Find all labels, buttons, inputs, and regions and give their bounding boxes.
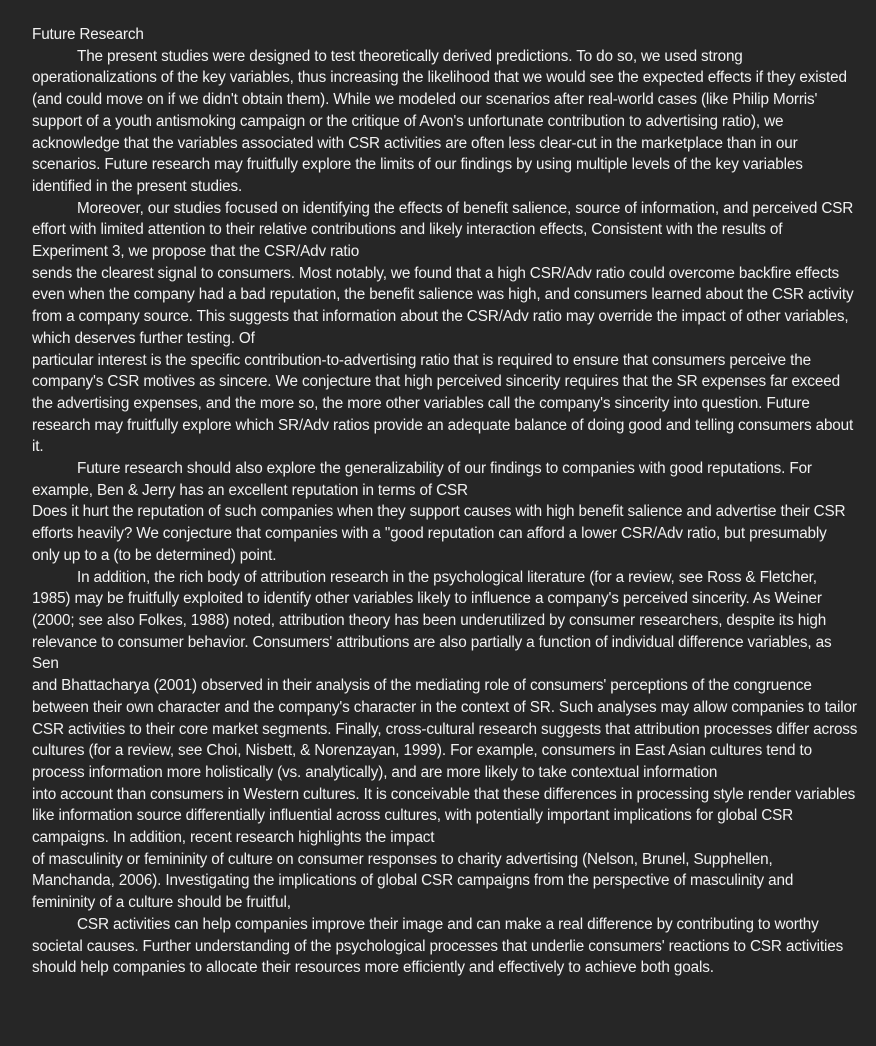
paragraph-conclusion: CSR activities can help companies improve their image and can make a real difference by contributing to worthy societal causes. Further understanding of the psychological processes that underlie consumers' reactions to CSR activities should help companies to allocate their resources more efficiently and effectively to achieve both goals.: [32, 915, 848, 977]
paragraph-good-reputation: Does it hurt the reputation of such companies when they support causes with high benefit salience and advertise their CSR efforts heavily? We conjecture that companies with a "good reputation can afford a lower CSR/Adv ratio, but presumably only up to a (to be determined) point.: [32, 503, 850, 564]
paragraph-attribution: In addition, the rich body of attribution research in the psychological literature (for a review, see Ross & Fletcher, 1985) may be fruitfully exploited to identify other variables likely to influence a company's perceived sincerity. As Weiner (2000; see also Folkes, 1988) noted, attribution theory has been underutilized by consumer researchers, despite its high relevance to consumer behavior. Consumers' attributions are also partially a function of individual difference variables, as Sen: [32, 568, 836, 673]
paragraph-sincerity-ratio: particular interest is the specific contribution-to-advertising ratio that is required to ensure that consumers perceive the company's CSR motives as sincere. We conjecture that high perceived sincerity requires that the SR expenses far exceed the advertising expenses, and the more so, the more other variables call the company's sincerity into question. Future research may fruitfully explore which SR/Adv ratios provide an adequate balance of doing good and telling consumers about it.: [32, 351, 858, 456]
paragraph-limitations: The present studies were designed to test theoretically derived predictions. To do so, we used strong operationalizations of the key variables, thus increasing the likelihood that we would see the expected effects if they existed (and could move on if we didn't obtain them). While we modeled our scenarios after real-world cases (like Philip Morris' support of a youth antismoking campaign or the critique of Avon's unfortunate contribution to advertising ratio), we acknowledge that the variables associated with CSR activities are often less clear-cut in the marketplace than in our scenarios. Future research may fruitfully explore the limits of our findings by using multiple levels of the key variables identified in the present studies.: [32, 47, 851, 195]
paragraph-csr-adv-signal: sends the clearest signal to consumers. Most notably, we found that a high CSR/Adv ratio could overcome backfire effects even when the company had a bad reputation, the benefit salience was high, and consumers learned about the CSR activity from a company source. This suggests that information about the CSR/Adv ratio may override the impact of other variables, which deserves further testing. Of: [32, 264, 858, 347]
paragraph-focus: Moreover, our studies focused on identifying the effects of benefit salience, source of information, and perceived CSR effort with limited attention to their relative contributions and likely interaction effects, Consistent with the results of Experiment 3, we propose that the CSR/Adv ratio: [32, 199, 858, 261]
paragraph-generalizability: Future research should also explore the generalizability of our findings to companies with good reputations. For example, Ben & Jerry has an excellent reputation in terms of CSR: [32, 460, 816, 499]
section-heading: Future Research: [32, 26, 144, 43]
paragraph-masculinity: of masculinity or femininity of culture on consumer responses to charity advertising (Nelson, Brunel, Supphellen, Manchanda, 2006). Investigating the implications of global CSR campaigns from the perspective of masculinity and femininity of a culture should be fruitful,: [32, 850, 798, 912]
paragraph-processing-style: into account than consumers in Western cultures. It is conceivable that these differences in processing style render variables like information source differentially influential across cultures, with potentially important implications for global CSR campaigns. In addition, recent research highlights the impact: [32, 785, 860, 847]
paragraph-cross-cultural: and Bhattacharya (2001) observed in their analysis of the mediating role of consumers' perceptions of the congruence between their own character and the company's character in the context of SR. Such analyses may allow companies to tailor CSR activities to their core market segments. Finally, cross-cultural research suggests that attribution processes differ across cultures (for a review, see Choi, Nisbett, & Norenzayan, 1999). For example, consumers in East Asian cultures tend to process information more holistically (vs. analytically), and are more likely to take contextual information: [32, 677, 862, 781]
